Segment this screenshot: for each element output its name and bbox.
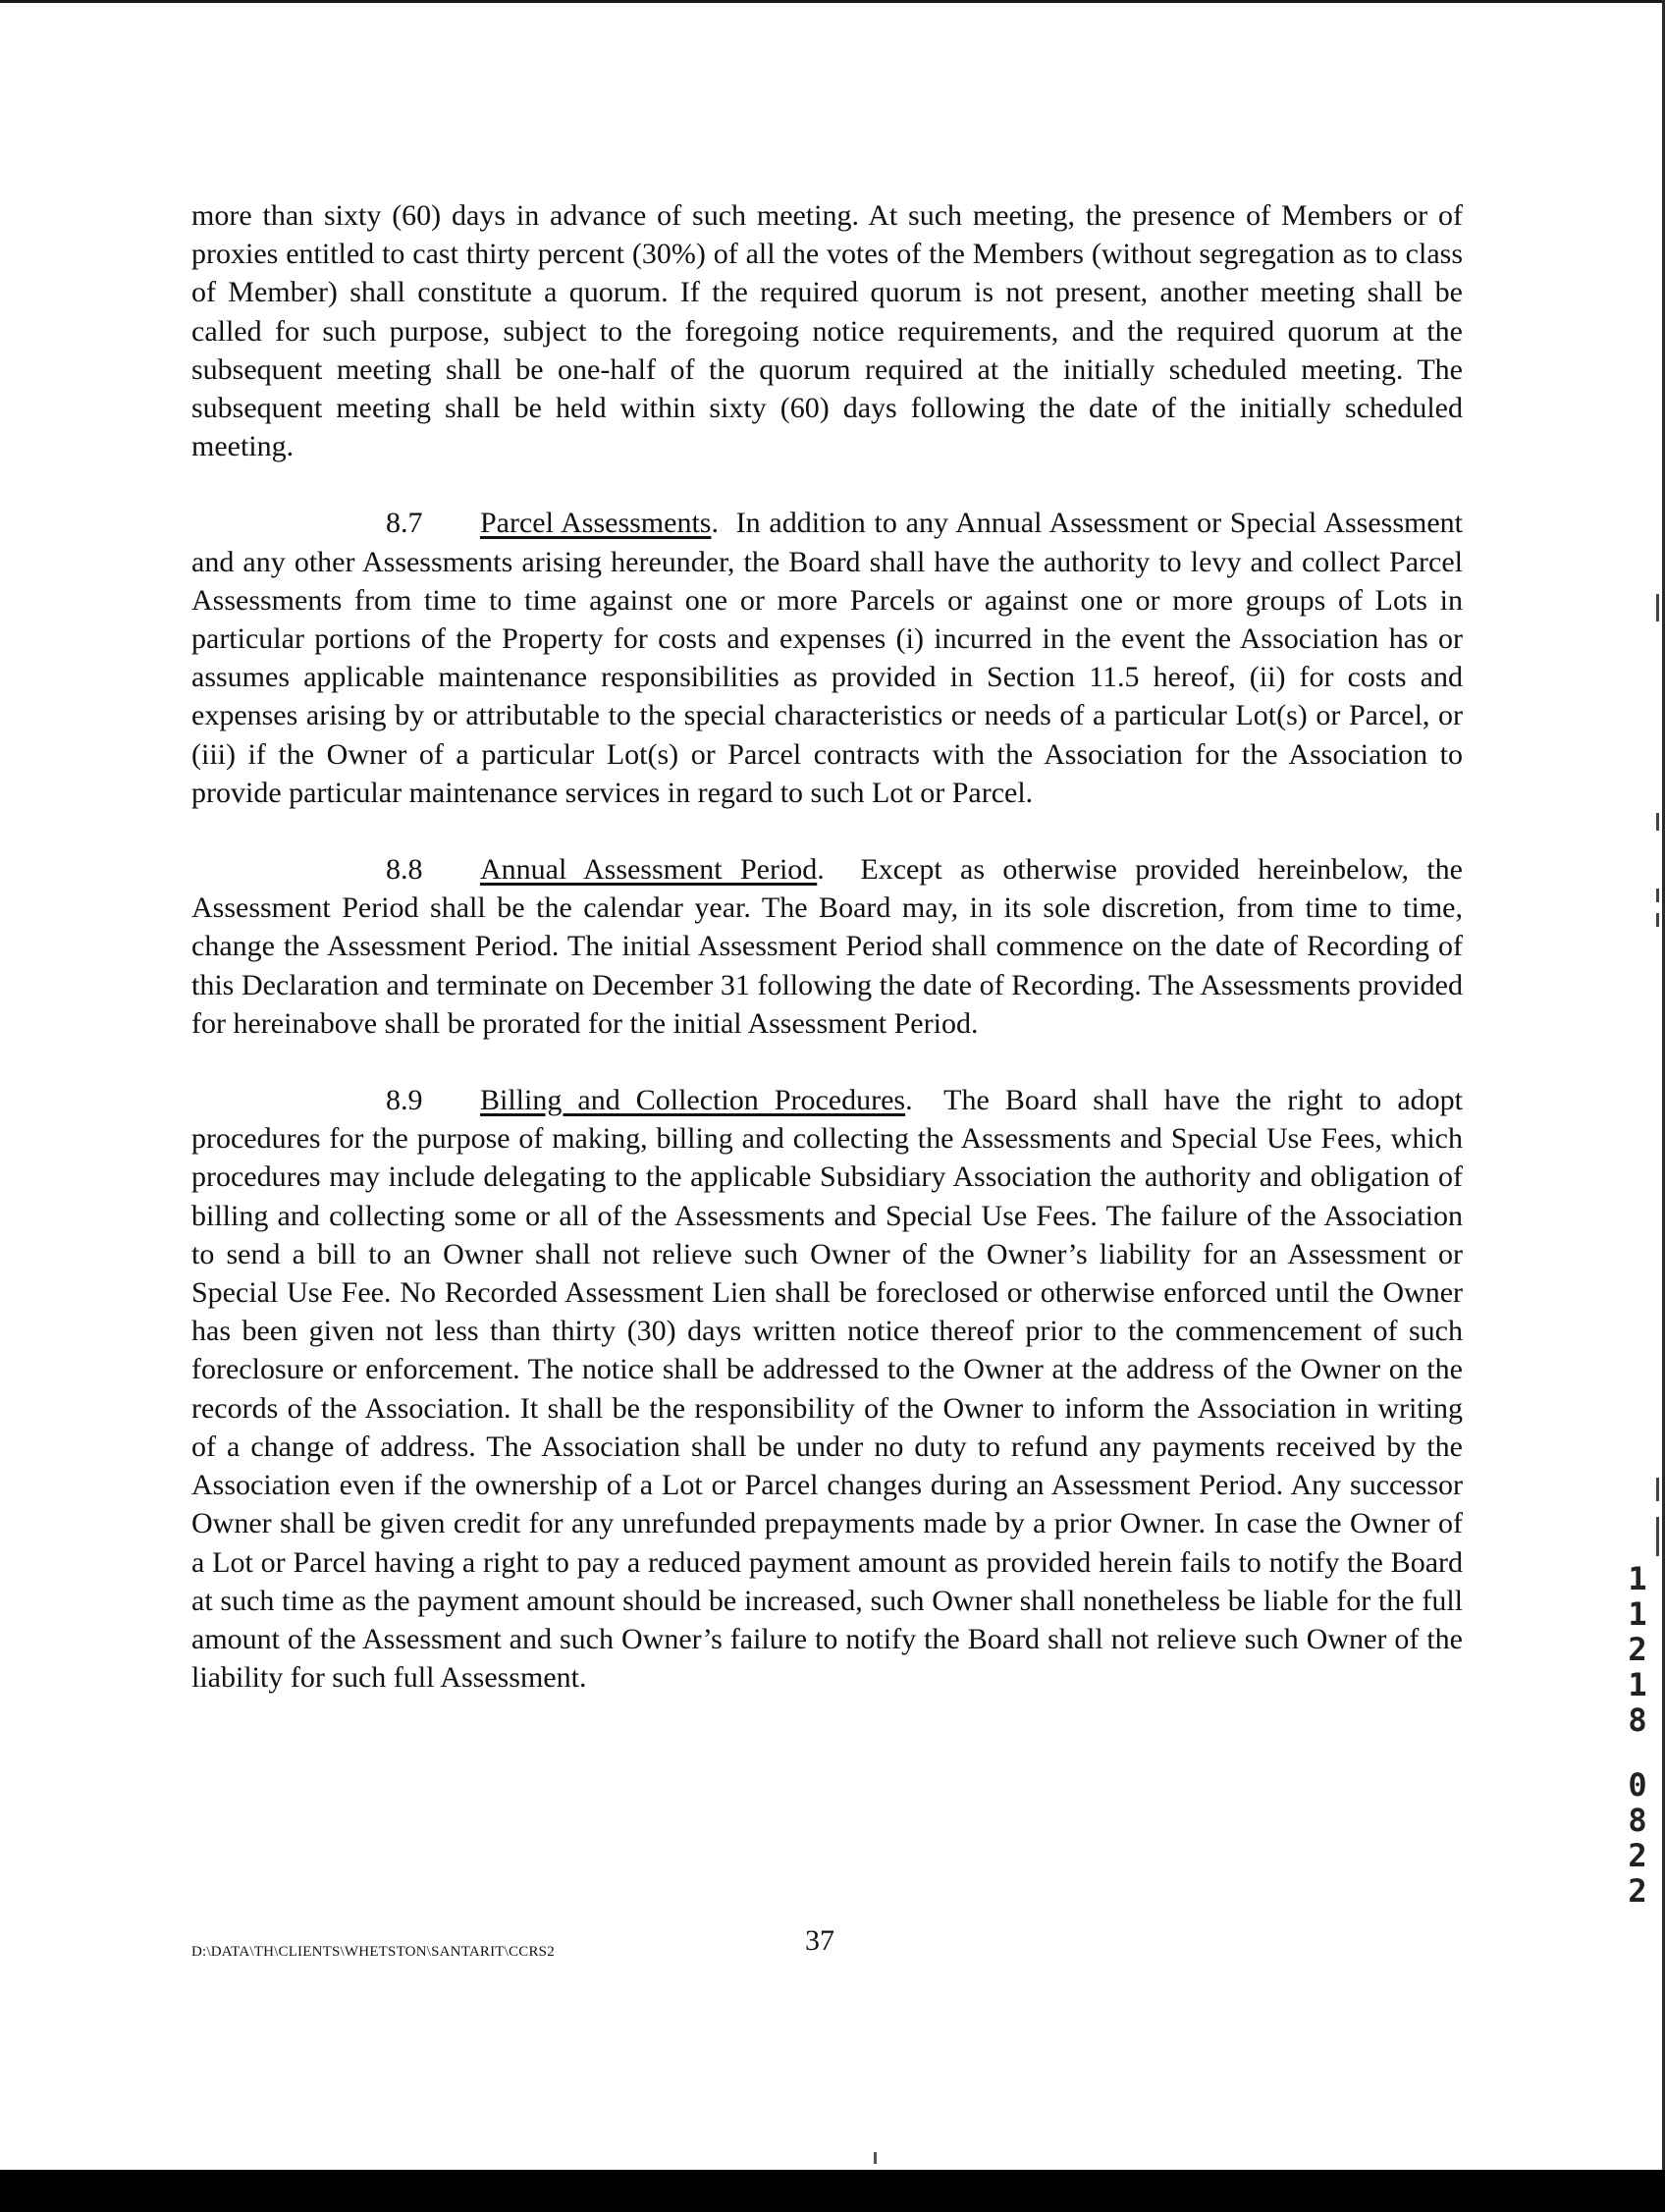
scan-mark: [1656, 813, 1659, 831]
section-number: 8.8: [386, 853, 423, 887]
scan-mark: [1656, 594, 1659, 621]
intro-paragraph: more than sixty (60) days in advance of such meeting. At such meeting, the presence of Members or of proxies entitled to cast thirty percent (30%) of all the votes of the Members (without segregation as to class of Member) shall constitute a quorum. If the required quorum is not present, another meeting shall be called for such purpose, subject to the foregoing notice requirements, and the required quorum at the subsequent meeting shall be one-half of the quorum required at the initially scheduled meeting. The subsequent meeting shall be held within sixty (60) days following the date of the initially scheduled meeting.: [191, 199, 1463, 463]
section-heading: Annual Assessment Period: [480, 853, 818, 887]
section-body: Except as otherwise provided hereinbelow, the Assessment Period shall be the calendar year. The Board may, in its sole discretion, from time to time, change the Assessment Period. The initial Assessment Period shall commence on the date of Recording of this Declaration and terminate on December 31 following the date of Recording. The Assessments provided for hereinabove shall be prorated for the initial Assessment Period.: [191, 853, 1463, 1040]
scan-mark: [874, 2152, 877, 2164]
section-8-9: 8.9 Billing and Collection Procedures. The Board shall have the right to adopt procedures for the purpose of making, billing and collecting the Assessments and Special Use Fees, which procedures may include delegating to the applicable Subsidiary Association the authority and obligation of billing and collecting some or all of the Assessments and Special Use Fees. The failure of the Association to send a bill to an Owner shall not relieve such Owner of the Owner’s liability for an Assessment or Special Use Fee. No Recorded Assessment Lien shall be foreclosed or otherwise enforced until the Owner has been given not less than thirty (30) days written notice thereof prior to the commencement of such foreclosure or enforcement. The notice shall be addressed to the Owner at the address of the Owner on the records of the Association. It shall be the responsibility of the Owner to inform the Association in writing of a change of address. The Association shall be under no duty to refund any payments received by the Association even if the ownership of a Lot or Parcel changes during an Assessment Period. Any successor Owner shall be given credit for any unrefunded prepayments made by a prior Owner. In case the Owner of a Lot or Parcel having a right to pay a reduced payment amount as provided herein fails to notify the Board at such time as the payment amount should be increased, such Owner shall nonetheless be liable for the full amount of the Assessment and such Owner’s failure to notify the Board shall not relieve such Owner of the liability for such full Assessment.: [191, 1081, 1463, 1697]
document-body: [191, 196, 1463, 1735]
scan-mark: [1656, 1517, 1659, 1556]
section-body: The Board shall have the right to adopt procedures for the purpose of making, billing and collecting the Assessments and Special Use Fees, which procedures may include delegating to the applicable Subsidiary Association the authority and obligation of billing and collecting some or all of the Assessments and Special Use Fees. The failure of the Association to send a bill to an Owner shall not relieve such Owner of the Owner’s liability for an Assessment or Special Use Fee. No Recorded Assessment Lien shall be foreclosed or otherwise enforced until the Owner has been given not less than thirty (30) days written notice thereof prior to the commencement of such foreclosure or enforcement. The notice shall be addressed to the Owner at the address of the Owner on the records of the Association. It shall be the responsibility of the Owner to inform the Association in writing of a change of address. The Association shall be under no duty to refund any payments received by the Association even if the ownership of a Lot or Parcel changes during an Assessment Period. Any successor Owner shall be given credit for any unrefunded prepayments made by a prior Owner. In case the Owner of a Lot or Parcel having a right to pay a reduced payment amount as provided herein fails to notify the Board at such time as the payment amount should be increased, such Owner shall nonetheless be liable for the full amount of the Assessment and such Owner’s failure to notify the Board shall not relieve such Owner of the liability for such full Assessment.: [191, 1084, 1464, 1695]
section-number: 8.9: [386, 1084, 423, 1117]
scan-edge-top: [0, 0, 1665, 3]
stamp-digit: 2: [1628, 1872, 1647, 1910]
scan-bottom-band: [0, 2170, 1665, 2212]
stamp-digit: 1: [1628, 1666, 1647, 1703]
page-number: 37: [805, 1924, 834, 1957]
footer-file-path: D:\DATA\TH\CLIENTS\WHETSTON\SANTARIT\CCRS2: [191, 1944, 555, 1960]
section-heading: Billing and Collection Procedures: [480, 1084, 906, 1117]
section-heading: Parcel Assessments: [480, 507, 712, 540]
stamp-digit: 0: [1628, 1766, 1647, 1804]
stamp-gap: [1620, 1738, 1655, 1767]
section-8-7: 8.7 Parcel Assessments. In addition to any Annual Assessment or Special Assessment and any other Assessments arising hereunder, the Board shall have the authority to levy and collect Parcel Assessments from time to time against one or more Parcels or against one or more groups of Lots in particular portions of the Property for costs and expenses (i) incurred in the event the Association has or assumes applicable maintenance responsibilities as provided in Section 11.5 hereof, (ii) for costs and expenses arising by or attributable to the special characteristics or needs of a particular Lot(s) or Parcel, or (iii) if the Owner of a particular Lot(s) or Parcel contracts with the Association for the Association to provide particular maintenance services in regard to such Lot or Parcel.: [191, 504, 1463, 812]
recording-stamp: [1620, 1561, 1655, 1909]
stamp-digit: 1: [1628, 1560, 1647, 1597]
scan-mark: [1656, 889, 1659, 902]
section-8-8: 8.8 Annual Assessment Period. Except as otherwise provided hereinbelow, the Assessment Period shall be the calendar year. The Board may, in its sole discretion, from time to time, change the Assessment Period. The initial Assessment Period shall commence on the date of Recording of this Declaration and terminate on December 31 following the date of Recording. The Assessments provided for hereinabove shall be prorated for the initial Assessment Period.: [191, 850, 1463, 1043]
stamp-digit: 8: [1628, 1802, 1647, 1839]
section-body: In addition to any Annual Assessment or Special Assessment and any other Assessments arising hereunder, the Board shall have the authority to levy and collect Parcel Assessments from time to time against one or more Parcels or against one or more groups of Lots in particular portions of the Property for costs and expenses (i) incurred in the event the Association has or assumes applicable maintenance responsibilities as provided in Section 11.5 hereof, (ii) for costs and expenses arising by or attributable to the special characteristics or needs of a particular Lot(s) or Parcel, or (iii) if the Owner of a particular Lot(s) or Parcel contracts with the Association for the Association to provide particular maintenance services in regard to such Lot or Parcel.: [191, 507, 1463, 809]
stamp-digit: 1: [1628, 1595, 1647, 1633]
stamp-digit: 8: [1628, 1701, 1647, 1739]
stamp-digit: 2: [1628, 1631, 1647, 1668]
stamp-digit: 2: [1628, 1837, 1647, 1874]
scan-mark: [1656, 1478, 1659, 1501]
section-number: 8.7: [386, 507, 423, 540]
scan-mark: [1656, 913, 1659, 927]
